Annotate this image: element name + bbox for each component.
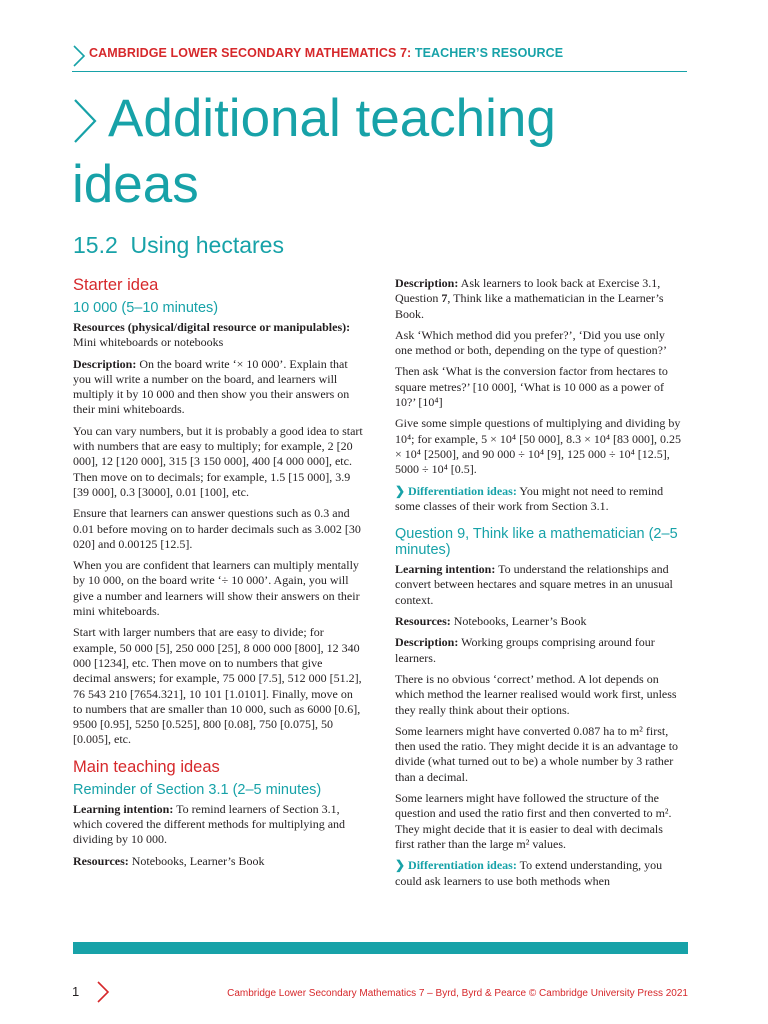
differentiation-paragraph: [395, 484, 685, 515]
paragraph: Give some simple questions of multiplying and dividing by 10⁴; for example, 5 × 10⁴ [50 000], 8.3 × 10⁴ [83 000], 0.25 × 10⁴ [2500], and 90 000 ÷ 10⁴ [9], 125 000 ÷ 10⁴ [12.5], 5000 ÷ 10⁴ [0.5].: [395, 416, 682, 477]
resources-label: Resources (physical/digital resource or manipulables):: [73, 320, 351, 334]
starter-heading: Starter idea: [73, 276, 159, 294]
description-paragraph: [73, 357, 363, 418]
differentiation-paragraph: [395, 858, 685, 889]
description-label: Description:: [395, 276, 459, 290]
page-number: 1: [72, 984, 80, 999]
resources-label: Resources:: [395, 614, 451, 629]
footer-credit: Cambridge Lower Secondary Mathematics 7 – Byrd, Byrd & Pearce © Cambridge University Press 2021: [227, 988, 688, 999]
description-label: Description:: [395, 635, 459, 650]
section-heading: [73, 232, 284, 259]
main-teaching-heading: Main teaching ideas: [73, 757, 220, 776]
learning-intention-text: To understand the relationships and convert between hectares and square metres in an unusual context.: [395, 562, 673, 607]
differentiation-text: You might not need to remind some classes of their work from Section 3.1.: [395, 483, 664, 513]
title-line-1: Additional teaching: [108, 89, 556, 148]
question-9-heading: Question 9, Think like a mathematician (2–5 minutes): [395, 526, 678, 559]
footer-chevron-icon: [96, 981, 110, 1003]
description-text-a: Ask learners to look back at Exercise 3.1, Question: [395, 276, 661, 306]
header-series: CAMBRIDGE LOWER SECONDARY MATHEMATICS 7:: [89, 46, 412, 60]
main-teaching-subheading: Reminder of Section 3.1 (2–5 minutes): [73, 781, 322, 798]
paragraph: Start with larger numbers that are easy to divide; for example, 50 000 [5], 250 000 [25], 8 000 000 [800], 12 340 000 [1234], etc. Then move on to numbers that give decimal answers; for example, 75 000 [7.5], 512 000 [51.2], 76 543 210 [7654.321], 10 101 [1.0101]. Finally, move on to numbers that are smaller than 10 000, such as 6000 [0.6], 9500 [0.95], 5250 [0.525], 800 [0.08], 750 [0.075], 50 [0.005], etc.: [73, 625, 362, 747]
description-paragraph: [395, 276, 685, 322]
title-chevron-icon: [72, 98, 98, 144]
running-header: [89, 46, 563, 60]
resources-text: Notebooks, Learner’s Book: [453, 614, 587, 629]
resources-paragraph: [73, 854, 363, 869]
section-name: Using hectares: [130, 232, 284, 258]
paragraph: There is no obvious ‘correct’ method. A lot depends on which method the learner realised would work first, unless they really think about their options.: [395, 671, 677, 717]
paragraph: Then ask ‘What is the conversion factor from hectares to square metres?’ [10 000], ‘What is 10 000 as a power of 10?’ [10⁴]: [395, 364, 668, 410]
right-column: [395, 276, 685, 895]
learning-intention-text: To remind learners of Section 3.1, which covered the different methods for multiplying and dividing by 10 000.: [73, 801, 346, 847]
paragraph: Ask ‘Which method did you prefer?’, ‘Did you use only one method or both, depending on the type of question?’: [395, 327, 667, 358]
question-number: 7: [441, 291, 448, 306]
page-title: [72, 86, 688, 218]
description-text: On the board write ‘× 10 000’. Explain that you will write a number on the board, and learners will multiply it by 10 000 and then show you their answers on their mini whiteboards.: [73, 356, 350, 417]
description-paragraph: [395, 635, 685, 666]
paragraph: Some learners might have followed the structure of the question and used the ratio first and then converted to m². They might decide that it is easier to deal with decimals first rather than the large m² values.: [395, 791, 672, 851]
description-label: Description:: [73, 356, 137, 371]
learning-intention-label: Learning intention:: [73, 801, 174, 816]
description-text: Working groups comprising around four learners.: [395, 635, 655, 665]
resources-paragraph: [73, 320, 363, 351]
starter-subheading: 10 000 (5–10 minutes): [73, 300, 219, 316]
differentiation-label: ❯ Differentiation ideas:: [395, 483, 517, 498]
bottom-bar: [73, 942, 688, 954]
left-column: [73, 276, 363, 875]
paragraph: Some learners might have converted 0.087 ha to m² first, then used the ratio. They might decide it is an advantage to divide (what turned out to be) a whole number by 3 rather than a decimal.: [395, 723, 679, 784]
resources-paragraph: [395, 614, 685, 629]
paragraph: You can vary numbers, but it is probably a good idea to start with numbers that are easy to multiply; for example, 2 [20 000], 12 [120 000], 315 [3 150 000], 400 [4 000 000], etc. Then move on to decimals; for example, 1.5 [15 000], 3.9 [39 000], 0.3 [3000], 0.01 [100], etc.: [73, 423, 363, 499]
header-resource: TEACHER’S RESOURCE: [414, 46, 564, 60]
differentiation-text: To extend understanding, you could ask learners to use both methods when: [395, 858, 663, 888]
differentiation-label: ❯ Differentiation ideas:: [395, 858, 517, 873]
resources-label: Resources:: [73, 853, 129, 868]
section-number: 15.2: [73, 232, 118, 258]
resources-text: Mini whiteboards or notebooks: [73, 335, 224, 350]
learning-intention-label: Learning intention:: [395, 562, 496, 577]
paragraph: When you are confident that learners can multiply mentally by 10 000, on the board write ‘÷ 10 000’. Again, you will give a number and learners will show their answers on their mini whiteboards.: [73, 558, 360, 619]
header-rule: [72, 71, 687, 72]
paragraph: Ensure that learners can answer questions such as 0.3 and 0.01 before moving on to harder decimals such as 3.002 [30 020] and 0.00125 [12.5].: [73, 506, 361, 551]
resources-text: Notebooks, Learner’s Book: [131, 853, 265, 868]
title-line-2: ideas: [72, 155, 199, 214]
learning-intention-paragraph: [395, 562, 685, 608]
learning-intention-paragraph: [73, 802, 363, 848]
header-chevron-icon: [72, 45, 86, 67]
description-text-b: , Think like a mathematician in the Learner’s Book.: [395, 291, 664, 321]
